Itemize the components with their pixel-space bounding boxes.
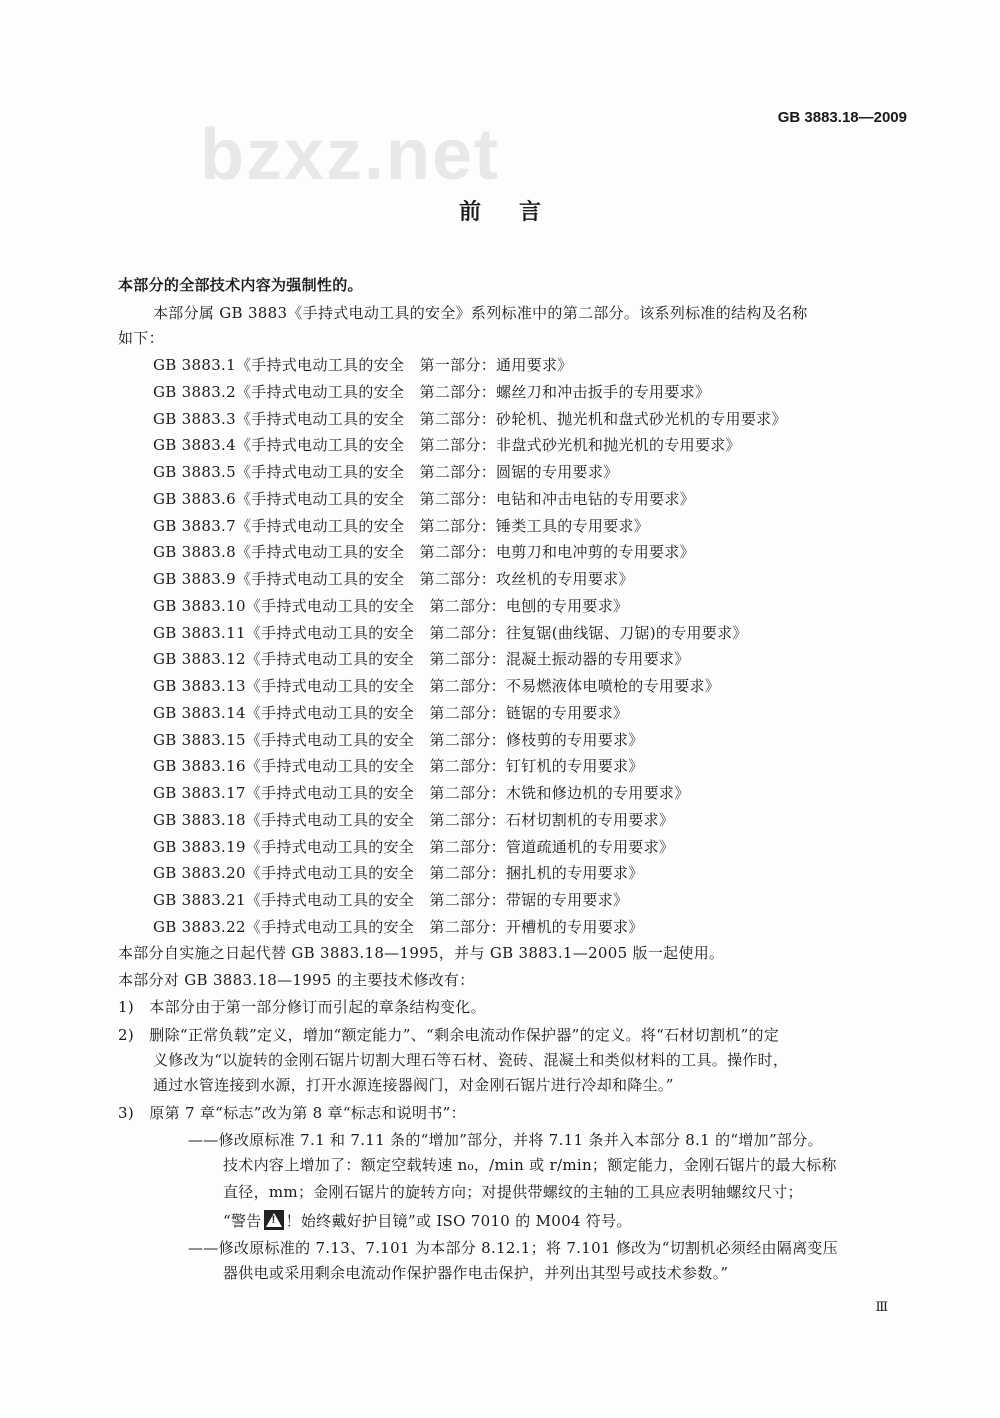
standard-list-item: GB 3883.22《手持式电动工具的安全 第二部分：开槽机的专用要求》 [153,917,644,936]
change-item-2: 2) 删除“正常负载”定义，增加“额定能力”、“剩余电流动作保护器”的定义。将“石材切割机”的定 [118,1026,780,1044]
standard-list-item: GB 3883.5《手持式电动工具的安全 第二部分：圆锯的专用要求》 [153,463,619,482]
dash-item-2: ——修改原标准的 7.13、7.101 为本部分 8.12.1；将 7.101 修改为“切割机必须经由隔离变压 [188,1239,839,1257]
standard-list-item: GB 3883.21《手持式电动工具的安全 第二部分：带锯的专用要求》 [153,891,629,910]
paragraph-series-cont: 如下： [118,329,164,347]
paragraph-mandatory: 本部分的全部技术内容为强制性的。 [118,276,363,294]
standard-list-item: GB 3883.3《手持式电动工具的安全 第二部分：砂轮机、抛光机和盘式砂光机的专用要求》 [153,409,787,428]
dash-item-1-cont: 直径，mm；金刚石锯片的旋转方向；对提供带螺纹的主轴的工具应表明轴螺纹尺寸； [223,1183,803,1201]
warning-text-post: ！始终戴好护目镜”或 ISO 7010 的 M004 符号。 [285,1212,632,1230]
standard-list-item: GB 3883.12《手持式电动工具的安全 第二部分：混凝土振动器的专用要求》 [153,650,690,669]
standard-list-item: GB 3883.6《手持式电动工具的安全 第二部分：电钻和冲击电钻的专用要求》 [153,489,695,508]
standard-list-item: GB 3883.4《手持式电动工具的安全 第二部分：非盘式砂光机和抛光机的专用要求》 [153,436,741,455]
standard-list-item: GB 3883.1《手持式电动工具的安全 第一部分：通用要求》 [153,356,573,374]
standard-list-item: GB 3883.2《手持式电动工具的安全 第二部分：螺丝刀和冲击扳手的专用要求》 [153,382,711,401]
standard-list-item: GB 3883.9《手持式电动工具的安全 第二部分：攻丝机的专用要求》 [153,570,634,589]
dash-item-1: ——修改原标准 7.1 和 7.11 条的“增加”部分，并将 7.11 条并入本部分 8.1 的“增加”部分。 [188,1131,823,1149]
page-title: 前言 [458,199,579,225]
paragraph-replaces: 本部分自实施之日起代替 GB 3883.18—1995，并与 GB 3883.1—2005 版一起使用。 [118,944,725,962]
change-item-2-cont: 义修改为“以旋转的金刚石锯片切割大理石等石材、瓷砖、混凝土和类似材料的工具。操作时， [153,1051,789,1069]
standard-list-item: GB 3883.14《手持式电动工具的安全 第二部分：链锯的专用要求》 [153,703,629,722]
warning-triangle-icon [264,1210,284,1230]
standard-list-item: GB 3883.11《手持式电动工具的安全 第二部分：往复锯(曲线锯、刀锯)的专用要求》 [153,623,748,642]
paragraph-series: 本部分属 GB 3883《手持式电动工具的安全》系列标准中的第二部分。该系列标准的结构及名称 [153,304,808,322]
change-item-3: 3) 原第 7 章“标志”改为第 8 章“标志和说明书”： [118,1104,466,1122]
warning-text-pre: “警告 [223,1212,262,1230]
standard-code: GB 3883.18—2009 [777,109,907,126]
standard-list-item: GB 3883.19《手持式电动工具的安全 第二部分：管道疏通机的专用要求》 [153,837,675,856]
standard-list-item: GB 3883.17《手持式电动工具的安全 第二部分：木铣和修边机的专用要求》 [153,784,690,803]
standard-list-item: GB 3883.13《手持式电动工具的安全 第二部分：不易燃液体电喷枪的专用要求》 [153,677,721,696]
standard-list-item: GB 3883.18《手持式电动工具的安全 第二部分：石材切割机的专用要求》 [153,810,675,829]
dash-item-1-cont: 技术内容上增加了：额定空载转速 n₀，/min 或 r/min；额定能力，金刚石锯片的最大标称 [223,1156,837,1174]
watermark: bzxz.net [200,115,501,195]
standard-list-item: GB 3883.15《手持式电动工具的安全 第二部分：修枝剪的专用要求》 [153,730,644,749]
paragraph-changes: 本部分对 GB 3883.18—1995 的主要技术修改有： [118,971,475,989]
standard-list-item: GB 3883.8《手持式电动工具的安全 第二部分：电剪刀和电冲剪的专用要求》 [153,543,695,562]
standard-list-item: GB 3883.20《手持式电动工具的安全 第二部分：捆扎机的专用要求》 [153,864,644,883]
standard-list-item: GB 3883.10《手持式电动工具的安全 第二部分：电刨的专用要求》 [153,596,629,615]
change-item-1: 1) 本部分由于第一部分修订而引起的章条结构变化。 [118,998,486,1016]
change-item-2-cont: 通过水管连接到水源，打开水源连接器阀门，对金刚石锯片进行冷却和降尘。” [153,1076,674,1094]
standard-list-item: GB 3883.7《手持式电动工具的安全 第二部分：锤类工具的专用要求》 [153,516,650,535]
dash-item-1-warning [223,1210,632,1231]
dash-item-2-cont: 器供电或采用剩余电流动作保护器作电击保护，并列出其型号或技术参数。” [223,1264,729,1282]
page-number: Ⅲ [875,1300,888,1315]
standard-list-item: GB 3883.16《手持式电动工具的安全 第二部分：钉钉机的专用要求》 [153,757,644,776]
